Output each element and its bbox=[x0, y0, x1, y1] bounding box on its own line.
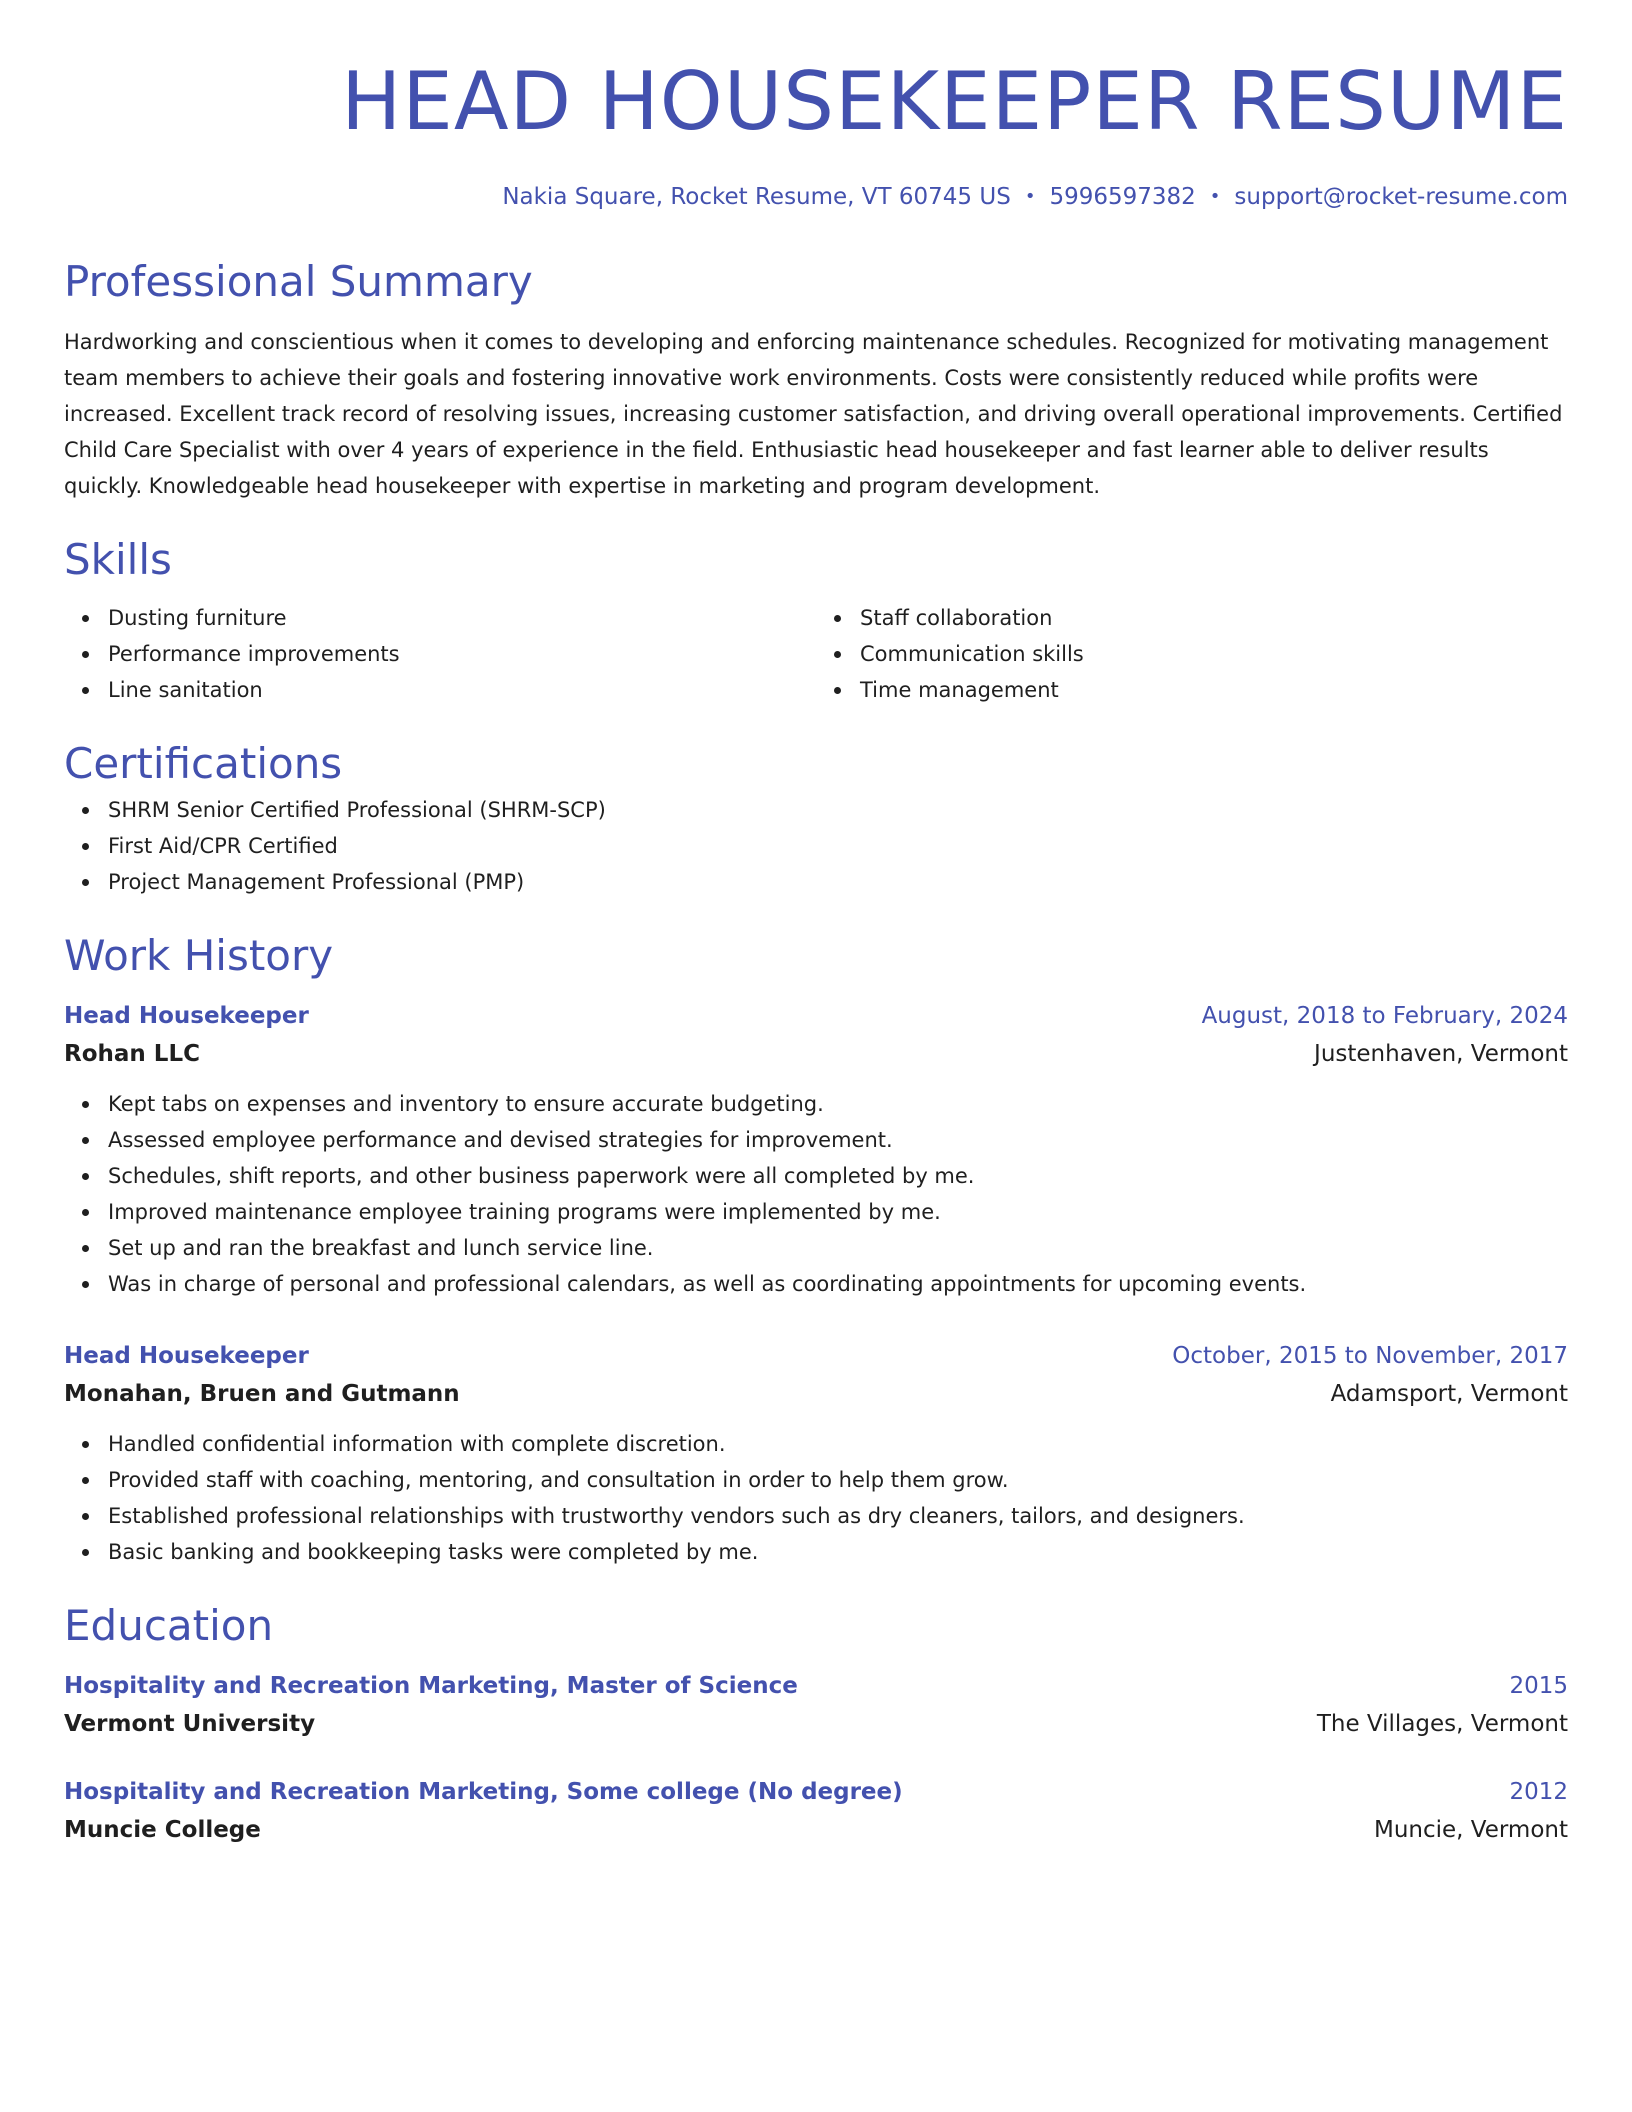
certifications-heading: Certifications bbox=[64, 739, 343, 788]
job-duty-item: Was in charge of personal and professional calendars, as well as coordinating appointments for upcoming events. bbox=[64, 1266, 1568, 1302]
job-duty-item: Handled confidential information with complete discretion. bbox=[64, 1426, 1568, 1462]
job-company: Rohan LLC bbox=[64, 1041, 200, 1067]
job-location: Justenhaven, Vermont bbox=[1314, 1041, 1568, 1067]
job-duty-item: Provided staff with coaching, mentoring, and consultation in order to help them grow. bbox=[64, 1462, 1568, 1498]
contact-line bbox=[64, 180, 1568, 214]
job-company-row bbox=[64, 1374, 1568, 1414]
education-school-row bbox=[64, 1810, 1568, 1850]
job-duty-item: Improved maintenance employee training programs were implemented by me. bbox=[64, 1194, 1568, 1230]
education-year: 2012 bbox=[1509, 1779, 1568, 1805]
job-duty-item: Kept tabs on expenses and inventory to ensure accurate budgeting. bbox=[64, 1086, 1568, 1122]
skill-item: Line sanitation bbox=[64, 672, 816, 708]
skill-item: Dusting furniture bbox=[64, 600, 816, 636]
skills-heading: Skills bbox=[64, 535, 172, 584]
contact-email: support@rocket-resume.com bbox=[1234, 184, 1568, 210]
skill-item: Communication skills bbox=[816, 636, 1568, 672]
education-location: The Villages, Vermont bbox=[1316, 1711, 1568, 1737]
certification-item: Project Management Professional (PMP) bbox=[64, 864, 1568, 900]
contact-address: Nakia Square, Rocket Resume, VT 60745 US bbox=[502, 184, 1011, 210]
job-duties-list bbox=[64, 1426, 1568, 1570]
job-header-row bbox=[64, 1338, 1568, 1374]
job-dates: October, 2015 to November, 2017 bbox=[1172, 1343, 1568, 1369]
job-duty-item: Basic banking and bookkeeping tasks were completed by me. bbox=[64, 1534, 1568, 1570]
skill-item: Time management bbox=[816, 672, 1568, 708]
certification-item: SHRM Senior Certified Professional (SHRM-SCP) bbox=[64, 792, 1568, 828]
education-location: Muncie, Vermont bbox=[1373, 1817, 1568, 1843]
job-entry bbox=[64, 998, 1568, 1302]
certifications-list bbox=[64, 792, 1568, 900]
education-school: Muncie College bbox=[64, 1817, 261, 1843]
contact-phone: 5996597382 bbox=[1049, 184, 1196, 210]
job-company-row bbox=[64, 1034, 1568, 1074]
job-header-row bbox=[64, 998, 1568, 1034]
education-degree: Hospitality and Recreation Marketing, Some college (No degree) bbox=[64, 1779, 903, 1805]
skills-columns bbox=[64, 600, 1568, 708]
job-title: Head Housekeeper bbox=[64, 1343, 309, 1369]
resume-title: HEAD HOUSEKEEPER RESUME bbox=[341, 55, 1568, 148]
education-heading: Education bbox=[64, 1601, 274, 1650]
job-dates: August, 2018 to February, 2024 bbox=[1201, 1003, 1568, 1029]
job-duty-item: Established professional relationships with trustworthy vendors such as dry cleaners, tailors, and designers. bbox=[64, 1498, 1568, 1534]
work-history-heading: Work History bbox=[64, 931, 334, 980]
education-entry bbox=[64, 1774, 1568, 1850]
skills-left-list bbox=[64, 600, 816, 708]
summary-text: Hardworking and conscientious when it comes to developing and enforcing maintenance schedules. Recognized for motivating management team members to achieve their goals and fostering innovative work environments. Costs were consistently reduced while profits were increased. Excellent track record of resolving issues, increasing customer satisfaction, and driving overall operational improvements. Certified Child Care Specialist with over 4 years of experience in the field. Enthusiastic head housekeeper and fast learner able to deliver results quickly. Knowledgeable head housekeeper with expertise in marketing and program development. bbox=[64, 330, 1563, 498]
education-degree-row bbox=[64, 1774, 1568, 1810]
education-school: Vermont University bbox=[64, 1711, 316, 1737]
education-degree: Hospitality and Recreation Marketing, Master of Science bbox=[64, 1673, 798, 1699]
job-company: Monahan, Bruen and Gutmann bbox=[64, 1381, 460, 1407]
summary-heading: Professional Summary bbox=[64, 257, 533, 306]
education-school-row bbox=[64, 1704, 1568, 1744]
job-duty-item: Assessed employee performance and devised strategies for improvement. bbox=[64, 1122, 1568, 1158]
certification-item: First Aid/CPR Certified bbox=[64, 828, 1568, 864]
skill-item: Performance improvements bbox=[64, 636, 816, 672]
education-year: 2015 bbox=[1509, 1673, 1568, 1699]
contact-separator: • bbox=[1024, 186, 1036, 207]
job-duties-list bbox=[64, 1086, 1568, 1302]
education-degree-row bbox=[64, 1668, 1568, 1704]
skill-item: Staff collaboration bbox=[816, 600, 1568, 636]
job-title: Head Housekeeper bbox=[64, 1003, 309, 1029]
job-location: Adamsport, Vermont bbox=[1330, 1381, 1568, 1407]
job-duty-item: Set up and ran the breakfast and lunch service line. bbox=[64, 1230, 1568, 1266]
skills-right-list bbox=[816, 600, 1568, 708]
job-entry bbox=[64, 1338, 1568, 1570]
contact-separator: • bbox=[1209, 186, 1221, 207]
education-entry bbox=[64, 1668, 1568, 1744]
job-duty-item: Schedules, shift reports, and other business paperwork were all completed by me. bbox=[64, 1158, 1568, 1194]
